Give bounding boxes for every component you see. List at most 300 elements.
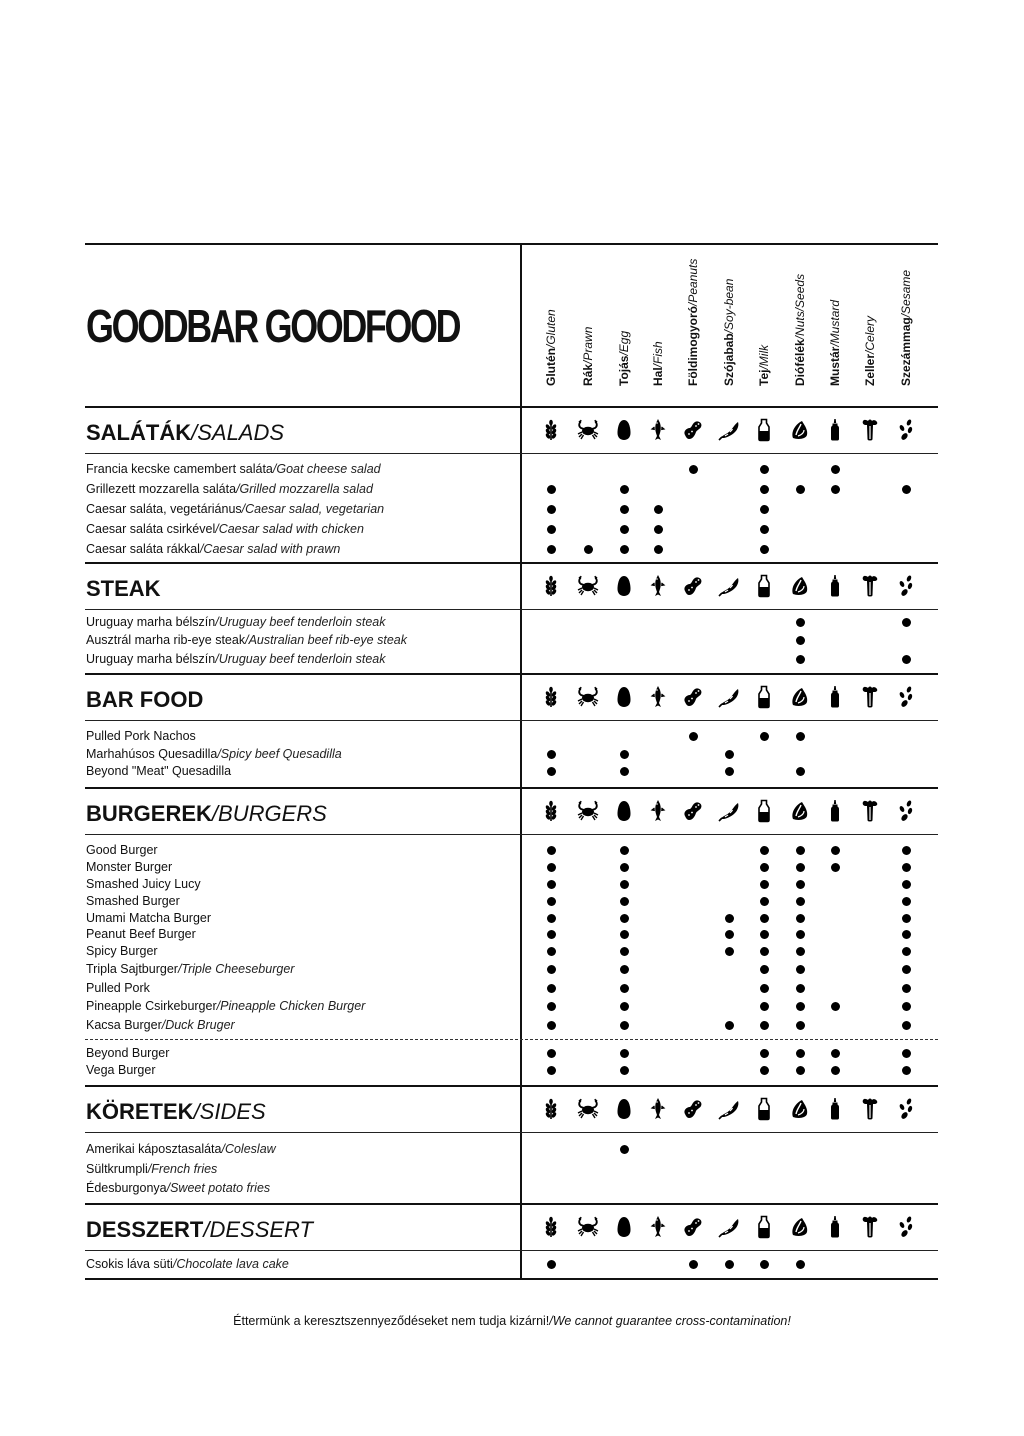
allergen-header-text (685, 259, 701, 386)
allergen-dot (620, 863, 629, 872)
crab-icon (576, 799, 600, 823)
allergen-dot (760, 863, 769, 872)
section-top-rule (85, 562, 938, 564)
section-title (86, 801, 327, 827)
allergen-dot (725, 947, 734, 956)
allergen-header-text (862, 316, 878, 386)
menu-item-name-hu: Smashed Juicy Lucy (86, 877, 201, 891)
soybean-icon (717, 1215, 741, 1239)
allergen-dot (689, 465, 698, 474)
menu-item-name-hu: Ausztrál marha rib-eye steak (86, 633, 246, 647)
allergen-dot (725, 750, 734, 759)
allergen-header-text (650, 341, 666, 386)
menu-item-name-hu: Uruguay marha bélszín (86, 615, 216, 629)
menu-item (86, 1141, 276, 1157)
peanut-icon (681, 1215, 705, 1239)
allergen-dot (831, 465, 840, 474)
crab-icon (576, 574, 600, 598)
allergen-dot (796, 732, 805, 741)
allergen-dot (547, 846, 556, 855)
allergen-dot (620, 767, 629, 776)
allergen-name-en-text: Celery (863, 315, 877, 351)
allergen-dot (620, 1021, 629, 1030)
menu-item-name-hu: Pulled Pork (86, 981, 150, 995)
menu-item (86, 521, 364, 537)
menu-item (86, 746, 342, 762)
allergen-dot (760, 1021, 769, 1030)
header-top-rule (85, 243, 938, 245)
allergen-name-en-text: Nuts/Seeds (793, 273, 807, 336)
allergen-name-en-text: Peanuts (686, 258, 700, 303)
menu-item-name-hu: Caesar saláta rákkal (86, 542, 200, 556)
allergen-name-en-text: Mustard (828, 299, 842, 344)
menu-item (86, 859, 172, 875)
peanut-icon (681, 799, 705, 823)
section-title-hu: BAR FOOD (86, 687, 204, 712)
allergen-dot (796, 618, 805, 627)
menu-item (86, 1256, 289, 1272)
section-top-rule (85, 787, 938, 789)
allergen-dot (902, 897, 911, 906)
allergen-dot (654, 545, 663, 554)
allergen-dot (796, 1002, 805, 1011)
allergen-dot (831, 863, 840, 872)
allergen-name-hu: Rák (581, 363, 595, 386)
allergen-dot (620, 505, 629, 514)
menu-item-name-hu: Kacsa Burger (86, 1018, 162, 1032)
menu-item-name-hu: Spicy Burger (86, 944, 158, 958)
allergen-header-text (827, 300, 843, 386)
section-title-en: /BURGERS (211, 801, 327, 826)
menu-item-name-en: /Australian beef rib-eye steak (245, 633, 407, 647)
allergen-dot (547, 880, 556, 889)
menu-item-name-hu: Francia kecske camembert saláta (86, 462, 273, 476)
allergen-dot (547, 525, 556, 534)
allergen-dot (902, 863, 911, 872)
allergen-dot (760, 914, 769, 923)
fish-icon (646, 1097, 670, 1121)
allergen-dot (760, 846, 769, 855)
celery-icon (858, 1215, 882, 1239)
allergen-dot (796, 880, 805, 889)
allergen-dot (620, 485, 629, 494)
mustard-bottle-icon (823, 685, 847, 709)
allergen-dot (620, 947, 629, 956)
menu-item (86, 893, 180, 909)
section-top-rule (85, 673, 938, 675)
allergen-dot (689, 1260, 698, 1269)
celery-icon (858, 685, 882, 709)
allergen-dot (725, 1021, 734, 1030)
allergen-dot (547, 984, 556, 993)
menu-item-name-hu: Umami Matcha Burger (86, 911, 212, 925)
egg-icon (612, 1097, 636, 1121)
allergen-dot (902, 846, 911, 855)
sesame-icon (894, 574, 918, 598)
peanut-icon (681, 1097, 705, 1121)
menu-item (86, 541, 340, 557)
allergen-name-en: / (757, 366, 771, 370)
menu-item-name-hu: Caesar saláta, vegetáriánus (86, 502, 242, 516)
allergen-dot (831, 1049, 840, 1058)
menu-item (86, 980, 150, 996)
menu-item-name-en: /French fries (147, 1162, 218, 1176)
allergen-dot (796, 897, 805, 906)
crab-icon (576, 1215, 600, 1239)
allergen-dot (760, 947, 769, 956)
milk-bottle-icon (752, 685, 776, 709)
menu-item (86, 1062, 156, 1078)
section-header-divider (85, 834, 938, 835)
menu-item-name-en: /Uruguay beef tenderloin steak (215, 652, 386, 666)
fish-icon (646, 1215, 670, 1239)
wheat-icon (539, 1097, 563, 1121)
menu-item (86, 1180, 270, 1196)
allergen-dot (547, 505, 556, 514)
allergen-dot (547, 767, 556, 776)
menu-item (86, 481, 373, 497)
wheat-icon (539, 418, 563, 442)
nut-icon (788, 685, 812, 709)
allergen-dot (760, 1066, 769, 1075)
allergen-name-en-text: Soy-bean (722, 278, 736, 330)
allergen-dot (796, 930, 805, 939)
allergen-dot (796, 863, 805, 872)
allergen-dot (547, 485, 556, 494)
allergen-header-text (580, 327, 596, 386)
egg-icon (612, 799, 636, 823)
menu-item (86, 1045, 169, 1061)
menu-item (86, 1161, 217, 1177)
menu-item (86, 910, 211, 926)
crab-icon (576, 1097, 600, 1121)
allergen-dot (547, 1260, 556, 1269)
soybean-icon (717, 1097, 741, 1121)
allergen-dot (547, 914, 556, 923)
menu-item-name-hu: Csokis láva süti (86, 1257, 173, 1271)
allergen-dot (620, 846, 629, 855)
fish-icon (646, 685, 670, 709)
menu-item (86, 1017, 235, 1033)
allergen-name-hu: Tej (757, 369, 771, 386)
allergen-dot (902, 655, 911, 664)
section-title-en: /SALADS (191, 420, 285, 445)
peanut-icon (681, 418, 705, 442)
allergen-name-en: / (581, 360, 595, 364)
menu-item-name-hu: Pulled Pork Nachos (86, 729, 196, 743)
menu-item-name-hu: Smashed Burger (86, 894, 180, 908)
allergen-dot (902, 880, 911, 889)
wheat-icon (539, 685, 563, 709)
allergen-dot (796, 914, 805, 923)
footer-note-hu: Éttermünk a keresztszennyeződéseket nem tudja kizárni! (233, 1314, 550, 1328)
milk-bottle-icon (752, 418, 776, 442)
nut-icon (788, 574, 812, 598)
allergen-dot (902, 984, 911, 993)
allergen-dot (831, 846, 840, 855)
allergen-dot (902, 1066, 911, 1075)
menu-item-name-hu: Pineapple Csirkeburger (86, 999, 217, 1013)
peanut-icon (681, 574, 705, 598)
allergen-name-hu: Glutén (544, 348, 558, 386)
allergen-name-en: / (686, 302, 700, 306)
footer-note-en: /We cannot guarantee cross-contamination! (549, 1314, 791, 1328)
menu-item-name-hu: Peanut Beef Burger (86, 927, 196, 941)
menu-item (86, 632, 407, 648)
mustard-bottle-icon (823, 418, 847, 442)
allergen-dot (725, 767, 734, 776)
allergen-dot (902, 930, 911, 939)
allergen-dot (760, 965, 769, 974)
allergen-dot (547, 545, 556, 554)
allergen-dot (902, 947, 911, 956)
allergen-dot (902, 1021, 911, 1030)
allergen-dot (760, 465, 769, 474)
menu-item-name-hu: Tripla Sajtburger (86, 962, 178, 976)
allergen-dot (760, 1260, 769, 1269)
allergen-dot (796, 655, 805, 664)
allergen-dot (796, 846, 805, 855)
section-header-divider (85, 609, 938, 610)
menu-item (86, 614, 385, 630)
allergen-dot (584, 545, 593, 554)
allergen-dot (760, 897, 769, 906)
allergen-dot (760, 732, 769, 741)
burger-group-divider (85, 1039, 938, 1040)
allergen-dot (902, 1002, 911, 1011)
allergen-dot (547, 930, 556, 939)
soybean-icon (717, 685, 741, 709)
wheat-icon (539, 574, 563, 598)
allergen-dot (620, 984, 629, 993)
allergen-dot (547, 947, 556, 956)
allergen-dot (796, 947, 805, 956)
mustard-bottle-icon (823, 1215, 847, 1239)
celery-icon (858, 574, 882, 598)
menu-item-name-hu: Monster Burger (86, 860, 173, 874)
allergen-dot (902, 1049, 911, 1058)
allergen-dot (796, 767, 805, 776)
nut-icon (788, 418, 812, 442)
egg-icon (612, 574, 636, 598)
menu-item (86, 651, 385, 667)
menu-item (86, 501, 384, 517)
wheat-icon (539, 799, 563, 823)
allergen-header-text (721, 279, 737, 386)
menu-item (86, 926, 196, 942)
sesame-icon (894, 1215, 918, 1239)
allergen-header-text (898, 270, 914, 386)
allergen-name-en: / (617, 352, 631, 356)
allergen-dot (760, 485, 769, 494)
section-title-en: /SIDES (193, 1099, 266, 1124)
allergen-dot (547, 1066, 556, 1075)
milk-bottle-icon (752, 574, 776, 598)
allergen-dot (902, 485, 911, 494)
section-top-rule (85, 1203, 938, 1205)
section-header-divider (85, 720, 938, 721)
section-title-hu: SALÁTÁK (86, 420, 192, 445)
menu-item (86, 998, 365, 1014)
sesame-icon (894, 685, 918, 709)
allergen-header-text (543, 309, 559, 386)
section-top-rule (85, 1085, 938, 1087)
menu-item (86, 461, 381, 477)
allergen-dot (760, 930, 769, 939)
menu-item-name-hu: Marhahúsos Quesadilla (86, 747, 218, 761)
table-bottom-rule (85, 1278, 938, 1280)
allergen-dot (620, 880, 629, 889)
menu-item-name-en: /Grilled mozzarella salad (236, 482, 373, 496)
fish-icon (646, 799, 670, 823)
allergen-name-hu: Szezámmag (899, 317, 913, 386)
allergen-name-en: / (544, 344, 558, 348)
section-top-rule (85, 406, 938, 408)
allergen-name-hu: Zeller (863, 353, 877, 386)
soybean-icon (717, 418, 741, 442)
celery-icon (858, 418, 882, 442)
fish-icon (646, 574, 670, 598)
menu-item-name-en: /Caesar salad, vegetarian (241, 502, 385, 516)
allergen-dot (760, 545, 769, 554)
menu-item-name-en: /Chocolate lava cake (172, 1257, 289, 1271)
column-divider (520, 243, 522, 1279)
allergen-dot (547, 965, 556, 974)
allergen-name-hu: Diófélék (793, 339, 807, 386)
section-title (86, 420, 284, 446)
section-title (86, 576, 161, 602)
menu-item-name-hu: Vega Burger (86, 1063, 156, 1077)
allergen-name-en: / (828, 343, 842, 347)
allergen-dot (760, 1002, 769, 1011)
menu-item-name-hu: Sültkrumpli (86, 1162, 148, 1176)
wheat-icon (539, 1215, 563, 1239)
celery-icon (858, 1097, 882, 1121)
allergen-dot (760, 525, 769, 534)
menu-item-name-hu: Beyond Burger (86, 1046, 170, 1060)
egg-icon (612, 1215, 636, 1239)
section-header-divider (85, 1132, 938, 1133)
menu-item-name-en: /Caesar salad with prawn (199, 542, 341, 556)
allergen-header-text (756, 345, 772, 386)
allergen-name-en: / (651, 363, 665, 368)
allergen-name-hu: Földimogyoró (686, 306, 700, 386)
crab-icon (576, 418, 600, 442)
allergen-dot (547, 863, 556, 872)
sesame-icon (894, 799, 918, 823)
allergen-name-en-text: Milk (757, 344, 771, 367)
allergen-name-en-text: Prawn (581, 326, 595, 361)
brand-logo-title: GOODBAR GOODFOOD (86, 300, 460, 352)
section-title (86, 1217, 313, 1243)
mustard-bottle-icon (823, 1097, 847, 1121)
section-title-hu: BURGEREK (86, 801, 212, 826)
allergen-dot (796, 965, 805, 974)
section-title (86, 1099, 266, 1125)
menu-item-name-hu: Édesburgonya (86, 1181, 167, 1195)
allergen-name-hu: Tojás (617, 355, 631, 386)
menu-item-name-en: /Coleslaw (221, 1142, 276, 1156)
allergen-dot (796, 1049, 805, 1058)
allergen-dot (831, 1066, 840, 1075)
menu-item-name-en: /Sweet potato fries (166, 1181, 271, 1195)
allergen-dot (547, 1049, 556, 1058)
section-title-hu: STEAK (86, 576, 161, 601)
allergen-dot (547, 750, 556, 759)
milk-bottle-icon (752, 1215, 776, 1239)
allergen-header-text (792, 274, 808, 386)
allergen-dot (620, 897, 629, 906)
allergen-dot (620, 965, 629, 974)
allergen-header-text (616, 331, 632, 386)
allergen-name-en: / (722, 329, 736, 334)
mustard-bottle-icon (823, 799, 847, 823)
allergen-dot (620, 1002, 629, 1011)
egg-icon (612, 418, 636, 442)
egg-icon (612, 685, 636, 709)
allergen-dot (796, 485, 805, 494)
allergen-name-hu: Szójabab (722, 333, 736, 386)
allergen-dot (547, 897, 556, 906)
menu-item-name-hu: Beyond "Meat" Quesadilla (86, 764, 232, 778)
menu-item (86, 876, 201, 892)
allergen-name-en-text: Sesame (899, 269, 913, 314)
allergen-name-en: / (899, 313, 913, 318)
menu-item (86, 961, 294, 977)
section-title (86, 687, 203, 713)
mustard-bottle-icon (823, 574, 847, 598)
section-title-en: /DESSERT (203, 1217, 313, 1242)
allergen-dot (831, 485, 840, 494)
crab-icon (576, 685, 600, 709)
allergen-name-en: / (793, 335, 807, 340)
menu-item (86, 943, 158, 959)
menu-item-name-en: /Spicy beef Quesadilla (217, 747, 342, 761)
allergen-dot (620, 525, 629, 534)
allergen-dot (760, 984, 769, 993)
allergen-dot (620, 914, 629, 923)
allergen-name-hu: Mustár (828, 346, 842, 386)
allergen-dot (902, 914, 911, 923)
menu-item-name-en: /Uruguay beef tenderloin steak (215, 615, 386, 629)
allergen-dot (620, 750, 629, 759)
menu-item-name-en: /Caesar salad with chicken (215, 522, 364, 536)
soybean-icon (717, 574, 741, 598)
allergen-dot (760, 505, 769, 514)
menu-item-name-hu: Amerikai káposztasaláta (86, 1142, 222, 1156)
section-header-divider (85, 453, 938, 454)
menu-item-name-hu: Uruguay marha bélszín (86, 652, 216, 666)
allergen-name-en-text: Egg (617, 330, 631, 353)
allergen-dot (796, 984, 805, 993)
allergen-name-hu: Hal (651, 367, 665, 386)
allergen-name-en-text: Gluten (544, 309, 558, 345)
allergen-dot (760, 880, 769, 889)
allergen-dot (796, 1066, 805, 1075)
soybean-icon (717, 799, 741, 823)
peanut-icon (681, 685, 705, 709)
menu-item (86, 842, 158, 858)
sesame-icon (894, 418, 918, 442)
allergen-dot (620, 1145, 629, 1154)
milk-bottle-icon (752, 1097, 776, 1121)
fish-icon (646, 418, 670, 442)
section-header-divider (85, 1250, 938, 1251)
allergen-dot (654, 525, 663, 534)
nut-icon (788, 1215, 812, 1239)
nut-icon (788, 799, 812, 823)
allergen-name-en-text: Fish (651, 341, 665, 364)
